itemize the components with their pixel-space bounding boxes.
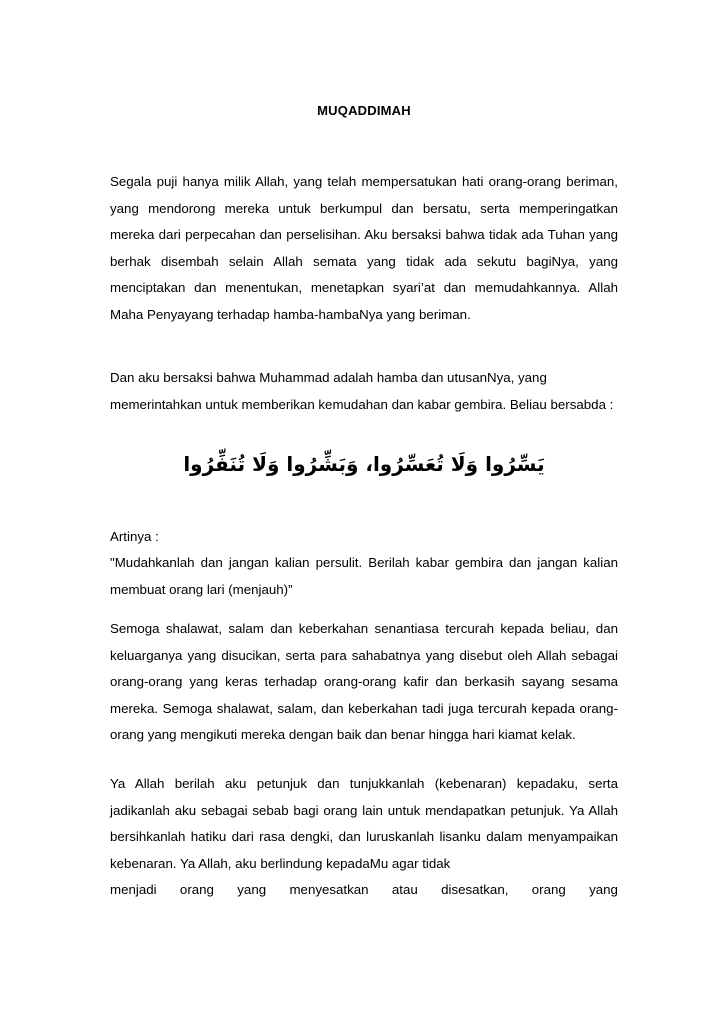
arabic-hadith-text: يَسِّرُوا وَلَا تُعَسِّرُوا، وَبَشِّرُوا وَلَا تُنَفِّرُوا: [183, 452, 545, 476]
word: disesatkan,: [441, 882, 509, 897]
paragraph-opening: Segala puji hanya milik Allah, yang telah mempersatukan hati orang-orang beriman, yang mendorong mereka untuk berkumpul dan bersatu, serta memperingatkan mereka dari perpecahan dan perselisihan. Aku bersaksi bahwa tidak ada Tuhan yang berhak disembah selain Allah semata yang tidak ada sekutu bagiNya, yang menciptakan dan menentukan, menetapkan syari’at dan memudahkannya. Allah Maha Penyayang terhadap hamba-hambaNya yang beriman.: [110, 174, 618, 322]
word: menyesatkan: [289, 882, 369, 897]
page-title: MUQADDIMAH: [317, 103, 411, 118]
word: yang: [237, 882, 267, 897]
word: yang: [589, 882, 618, 897]
word: atau: [391, 882, 418, 897]
paragraph-supplication-continued: [110, 877, 618, 904]
word: menjadi: [110, 882, 157, 897]
translation-label: Artinya :: [110, 529, 159, 544]
word: orang: [531, 882, 566, 897]
paragraph-testimony: Dan aku bersaksi bahwa Muhammad adalah hamba dan utusanNya, yang memerintahkan untuk memberikan kemudahan dan kabar gembira. Beliau bersabda :: [110, 370, 614, 412]
paragraph-supplication: Ya Allah berilah aku petunjuk dan tunjukkanlah (kebenaran) kepadaku, serta jadikanlah aku sebagai sebab bagi orang lain untuk mendapatkan petunjuk. Ya Allah bersihkanlah hatiku dari rasa dengki, dan luruskanlah lisanku dalam menyampaikan kebenaran. Ya Allah, aku berlindung kepadaMu agar tidak: [110, 776, 618, 871]
paragraph-salutation: Semoga shalawat, salam dan keberkahan senantiasa tercurah kepada beliau, dan keluarganya yang disucikan, serta para sahabatnya yang disebut oleh Allah sebagai orang-orang yang keras terhadap orang-orang kafir dan berkasih sayang sesama mereka. Semoga shalawat, salam, dan keberkahan tadi juga tercurah kepada orang-orang yang mengikuti mereka dengan baik dan benar hingga hari kiamat kelak.: [110, 621, 618, 742]
hadith-translation: "Mudahkanlah dan jangan kalian persulit. Berilah kabar gembira dan jangan kalian membuat orang lari (menjauh)”: [110, 555, 618, 597]
word: orang: [179, 882, 214, 897]
